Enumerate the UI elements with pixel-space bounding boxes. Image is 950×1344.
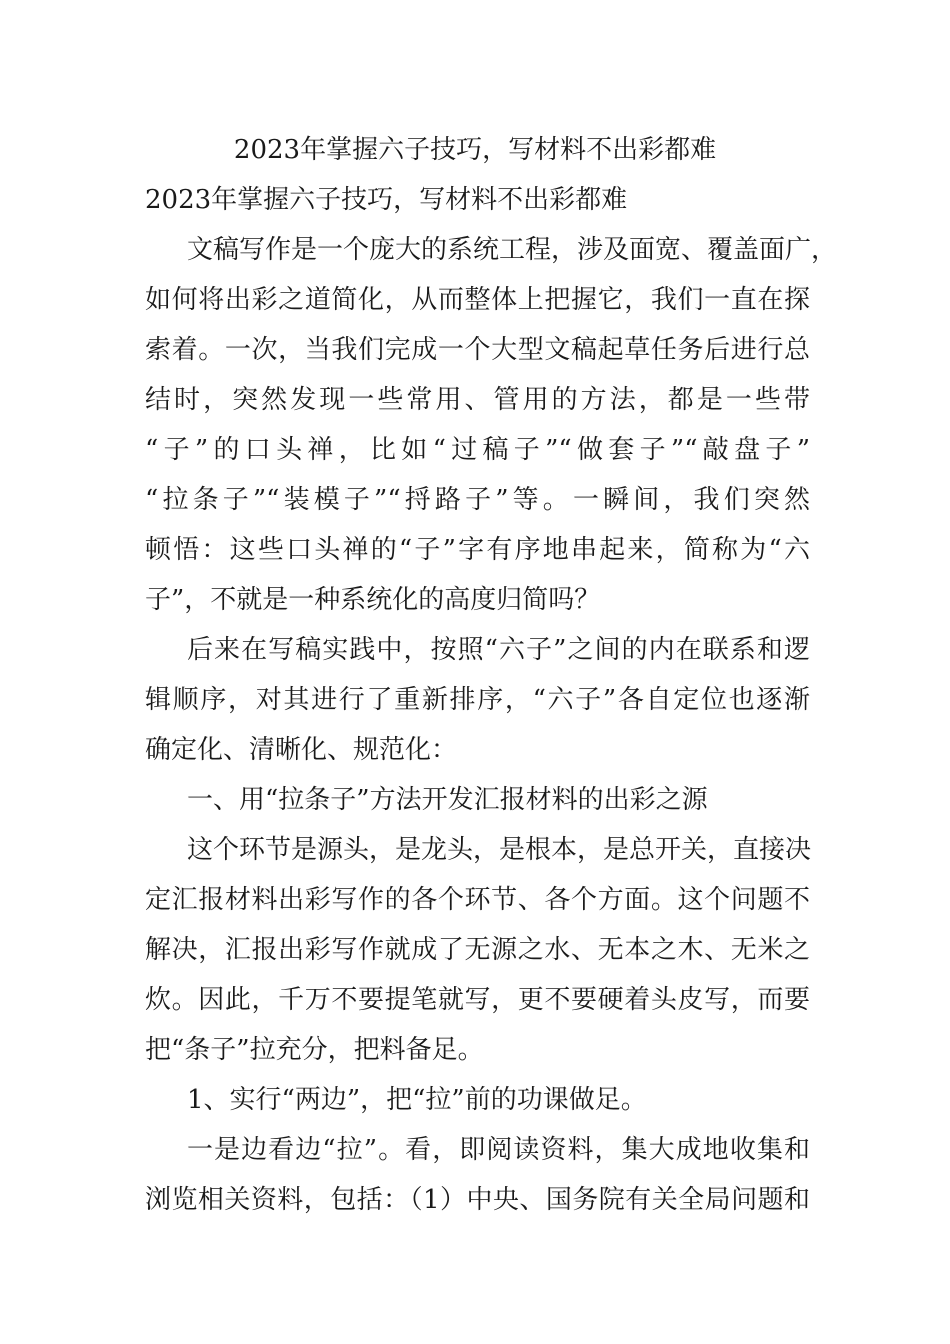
text-line: 这个环节是源头，是龙头，是根本，是总开关，直接决 — [187, 835, 812, 865]
text-line: 子”，不就是一种系统化的高度归简吗？ — [145, 585, 601, 615]
text-line: 一是边看边“拉”。看，即阅读资料，集大成地收集和 — [187, 1135, 810, 1165]
subsection-heading: 1、实行“两边”，把“拉”前的功课做足。 — [187, 1085, 647, 1115]
text-line: 后来在写稿实践中，按照“六子”之间的内在联系和逻 — [187, 635, 810, 665]
document-subtitle: 2023年掌握六子技巧，写材料不出彩都难 — [145, 185, 628, 215]
document-title: 2023年掌握六子技巧，写材料不出彩都难 — [233, 135, 717, 165]
text-line: 顿悟：这些口头禅的“子”字有序地串起来，简称为“六 — [145, 535, 810, 565]
text-line: 解决，汇报出彩写作就成了无源之水、无本之木、无米之 — [145, 935, 810, 965]
text-line: 确定化、清晰化、规范化： — [145, 735, 458, 765]
text-line: 辑顺序，对其进行了重新排序，“六子”各自定位也逐渐 — [145, 685, 810, 715]
text-line: 定汇报材料出彩写作的各个环节、各个方面。这个问题不 — [145, 885, 810, 915]
text-line: 结时，突然发现一些常用、管用的方法，都是一些带 — [145, 385, 810, 415]
text-line: 文稿写作是一个庞大的系统工程，涉及面宽、覆盖面广， — [187, 235, 838, 265]
text-line: 炊。因此，千万不要提笔就写，更不要硬着头皮写，而要 — [145, 985, 810, 1015]
text-line: “拉条子”“装模子”“捋路子”等。一瞬间，我们突然 — [145, 485, 810, 515]
text-line: 如何将出彩之道简化，从而整体上把握它，我们一直在探 — [145, 285, 810, 315]
text-line: “子”的口头禅，比如“过稿子”“做套子”“敲盘子” — [145, 435, 810, 465]
section-heading: 一、用“拉条子”方法开发汇报材料的出彩之源 — [187, 785, 708, 815]
text-line: 浏览相关资料，包括：（1）中央、国务院有关全局问题和 — [145, 1185, 810, 1215]
text-line: 把“条子”拉充分，把料备足。 — [145, 1035, 484, 1065]
text-line: 索着。一次，当我们完成一个大型文稿起草任务后进行总 — [145, 335, 810, 365]
